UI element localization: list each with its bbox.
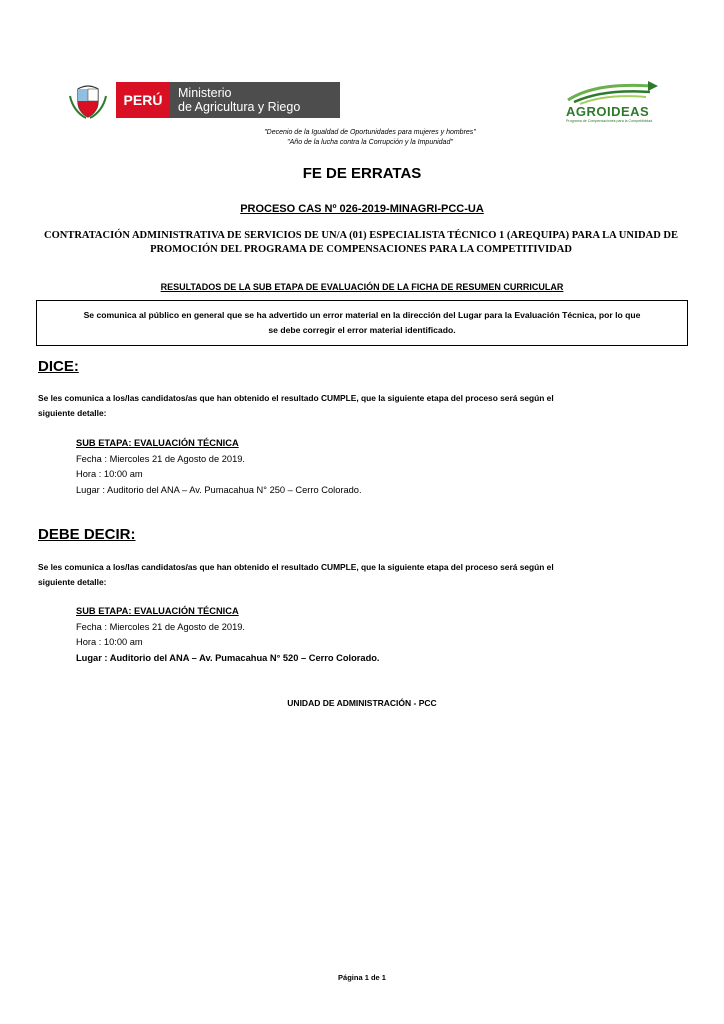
dice-heading: DICE: xyxy=(38,358,79,375)
dice-para-line-1: Se les comunica a los/las candidatos/as que han obtenido el resultado CUMPLE, que la siguiente etapa del proceso será según el xyxy=(38,393,554,403)
dice-fecha: Fecha : Miercoles 21 de Agosto de 2019. xyxy=(76,453,246,464)
document-title: FE DE ERRATAS xyxy=(302,165,422,182)
debe-decir-lugar: Lugar : Auditorio del ANA – Av. Pumacahua N° 520 – Cerro Colorado. xyxy=(76,652,380,663)
dice-lugar: Lugar : Auditorio del ANA – Av. Pumacahua N° 250 – Cerro Colorado. xyxy=(76,484,362,495)
ministry-line-1: Ministerio xyxy=(178,86,232,100)
debe-decir-para-line-1: Se les comunica a los/las candidatos/as que han obtenido el resultado CUMPLE, que la siguiente etapa del proceso será según el xyxy=(38,562,554,572)
notice-box xyxy=(36,300,688,346)
debe-decir-details xyxy=(76,604,380,666)
motto-line-2: "Año de la lucha contra la Corrupción y la Impunidad" xyxy=(287,139,453,146)
agroideas-name: AGROIDEAS xyxy=(566,104,650,119)
dice-hora: Hora : 10:00 am xyxy=(76,469,143,479)
debe-decir-paragraph xyxy=(38,560,688,590)
page-number: Página 1 de 1 xyxy=(338,973,386,982)
results-title: RESULTADOS DE LA SUB ETAPA DE EVALUACIÓN DE LA FICHA DE RESUMEN CURRICULAR xyxy=(160,282,564,292)
ministry-line-2: de Agricultura y Riego xyxy=(178,100,301,114)
peru-logo-label: PERÚ xyxy=(116,82,170,118)
debe-decir-hora: Hora : 10:00 am xyxy=(76,637,143,647)
signing-unit: UNIDAD DE ADMINISTRACIÓN - PCC xyxy=(287,698,437,708)
ministry-logo-label xyxy=(170,82,340,118)
dice-details xyxy=(76,436,362,498)
motto-line-1: "Decenio de la Igualdad de Oportunidades para mujeres y hombres" xyxy=(264,129,476,136)
contract-description xyxy=(36,229,686,257)
notice-line-2: se debe corregir el error material identificado. xyxy=(268,325,456,335)
debe-decir-fecha: Fecha : Miercoles 21 de Agosto de 2019. xyxy=(76,621,246,632)
agroideas-tagline: Programa de Compensaciones para la Competitividad xyxy=(566,119,653,123)
debe-decir-heading: DEBE DECIR: xyxy=(38,526,136,543)
contract-line-2: PROMOCIÓN DEL PROGRAMA DE COMPENSACIONES PARA LA COMPETITIVIDAD xyxy=(150,244,572,255)
process-subtitle: PROCESO CAS Nº 026-2019-MINAGRI-PCC-UA xyxy=(240,203,484,215)
dice-sub-etapa: SUB ETAPA: EVALUACIÓN TÉCNICA xyxy=(76,438,239,448)
dice-paragraph xyxy=(38,391,688,421)
dice-para-line-2: siguiente detalle: xyxy=(38,408,107,418)
debe-decir-para-line-2: siguiente detalle: xyxy=(38,577,107,587)
peru-shield-icon xyxy=(68,84,108,120)
debe-decir-sub-etapa: SUB ETAPA: EVALUACIÓN TÉCNICA xyxy=(76,606,239,616)
notice-line-1: Se comunica al público en general que se ha advertido un error material en la dirección del Lugar para la Evaluación Técnica, por lo que xyxy=(83,310,641,320)
contract-line-1: CONTRATACIÓN ADMINISTRATIVA DE SERVICIOS DE UN/A (01) ESPECIALISTA TÉCNICO 1 (AREQUIPA) PARA LA UNIDAD DE xyxy=(43,230,678,241)
